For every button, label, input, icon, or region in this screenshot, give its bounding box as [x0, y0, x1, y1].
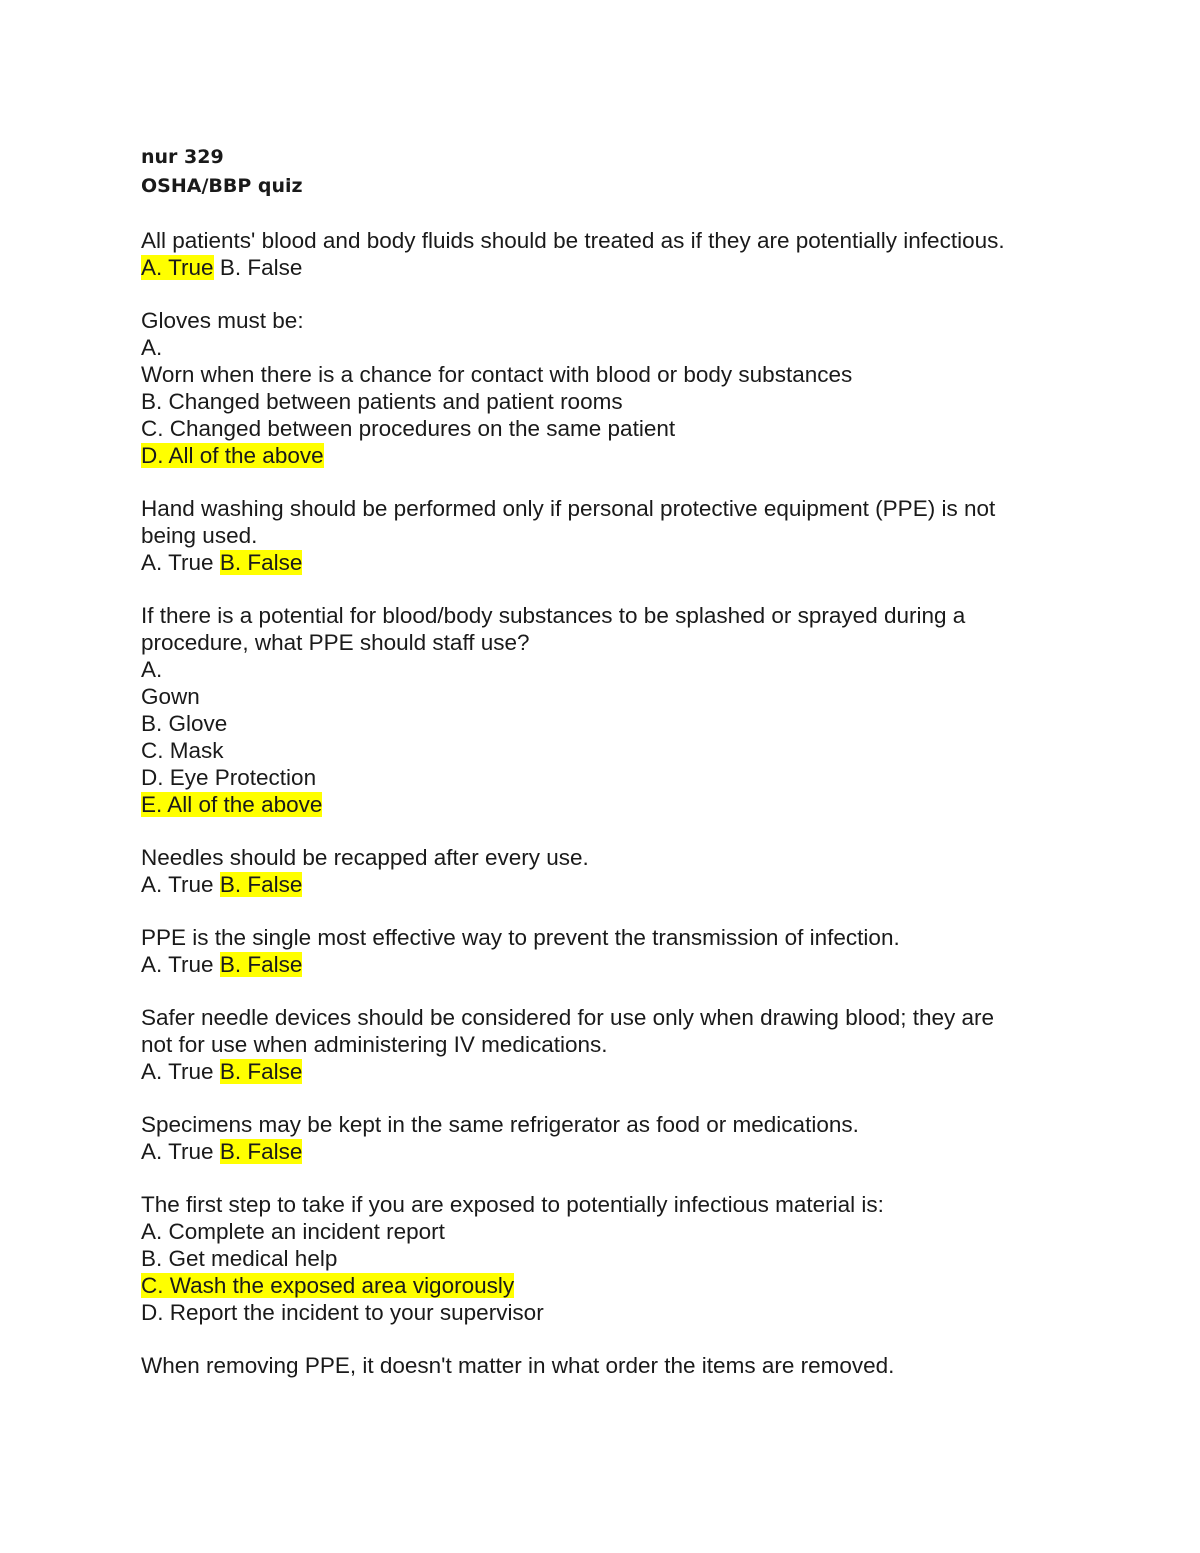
correct-answer-option: B. False [219, 952, 303, 977]
question-text: When removing PPE, it doesn't matter in what order the items are removed. [141, 1353, 895, 1378]
correct-answer-option: B. False [219, 1059, 303, 1084]
option-line [141, 415, 1101, 442]
question-text: PPE is the single most effective way to prevent the transmission of infection. [141, 925, 900, 950]
question-text: Needles should be recapped after every use. [141, 845, 589, 870]
answer-option: B. Get medical help [141, 1246, 338, 1271]
question-text: The first step to take if you are exposed to potentially infectious material is: [141, 1192, 884, 1217]
answer-option: B. Changed between patients and patient rooms [141, 389, 623, 414]
answer-line [141, 871, 1101, 898]
question-block [141, 227, 1101, 281]
question-block [141, 307, 1101, 469]
answer-option: A. [141, 335, 163, 360]
answer-line [141, 1138, 1101, 1165]
document-page [141, 143, 1101, 1405]
answer-option: D. Report the incident to your supervisor [141, 1300, 544, 1325]
course-title: nur 329 [141, 146, 224, 168]
option-line [141, 710, 1101, 737]
question-text-line: procedure, what PPE should staff use? [141, 630, 530, 655]
option-line [141, 656, 1101, 683]
answer-option: Worn when there is a chance for contact with blood or body substances [141, 362, 853, 387]
question-text-line: not for use when administering IV medications. [141, 1032, 608, 1057]
question-text-line: Safer needle devices should be considered for use only when drawing blood; they are [141, 1005, 995, 1030]
correct-answer-option: E. All of the above [141, 792, 323, 817]
question-text-line: Hand washing should be performed only if personal protective equipment (PPE) is not [141, 496, 996, 521]
answer-option: A. True [141, 952, 214, 977]
option-line [141, 683, 1101, 710]
answer-option: D. Eye Protection [141, 765, 317, 790]
correct-answer-option: B. False [219, 872, 303, 897]
answer-option: A. True [141, 1059, 214, 1084]
option-line [141, 737, 1101, 764]
option-line [141, 791, 1101, 818]
answer-line [141, 549, 1101, 576]
question-block [141, 602, 1101, 818]
option-line [141, 764, 1101, 791]
question-text-line: being used. [141, 523, 258, 548]
question-block [141, 495, 1101, 576]
answer-option: Gown [141, 684, 200, 709]
correct-answer-option: C. Wash the exposed area vigorously [141, 1273, 515, 1298]
answer-option: B. False [219, 255, 303, 280]
quiz-title: OSHA/BBP quiz [141, 175, 303, 197]
correct-answer-option: B. False [219, 1139, 303, 1164]
question-text: All patients' blood and body fluids should be treated as if they are potentially infectious. [141, 228, 1005, 253]
answer-option: C. Mask [141, 738, 224, 763]
option-line [141, 1245, 1101, 1272]
option-line [141, 361, 1101, 388]
question-text: Specimens may be kept in the same refrigerator as food or medications. [141, 1112, 859, 1137]
answer-option: A. Complete an incident report [141, 1219, 445, 1244]
question-block [141, 1111, 1101, 1165]
option-line [141, 1272, 1101, 1299]
answer-option: A. [141, 657, 163, 682]
option-line [141, 1218, 1101, 1245]
option-line [141, 334, 1101, 361]
correct-answer-option: B. False [219, 550, 303, 575]
correct-answer-option: A. True [141, 255, 214, 280]
answer-option: B. Glove [141, 711, 228, 736]
option-line [141, 388, 1101, 415]
title-spacer [141, 201, 1101, 227]
answer-line [141, 1058, 1101, 1085]
question-block [141, 1352, 1101, 1379]
question-text: Gloves must be: [141, 308, 304, 333]
answer-option: A. True [141, 550, 214, 575]
question-block [141, 1004, 1101, 1085]
answer-option: C. Changed between procedures on the same patient [141, 416, 676, 441]
answer-option: A. True [141, 1139, 214, 1164]
question-block [141, 924, 1101, 978]
answer-option: A. True [141, 872, 214, 897]
question-block [141, 1191, 1101, 1326]
option-line [141, 442, 1101, 469]
question-list [141, 227, 1101, 1379]
question-block [141, 844, 1101, 898]
answer-line [141, 254, 1101, 281]
option-line [141, 1299, 1101, 1326]
correct-answer-option: D. All of the above [141, 443, 324, 468]
question-text-line: If there is a potential for blood/body substances to be splashed or sprayed during a [141, 603, 966, 628]
answer-line [141, 951, 1101, 978]
